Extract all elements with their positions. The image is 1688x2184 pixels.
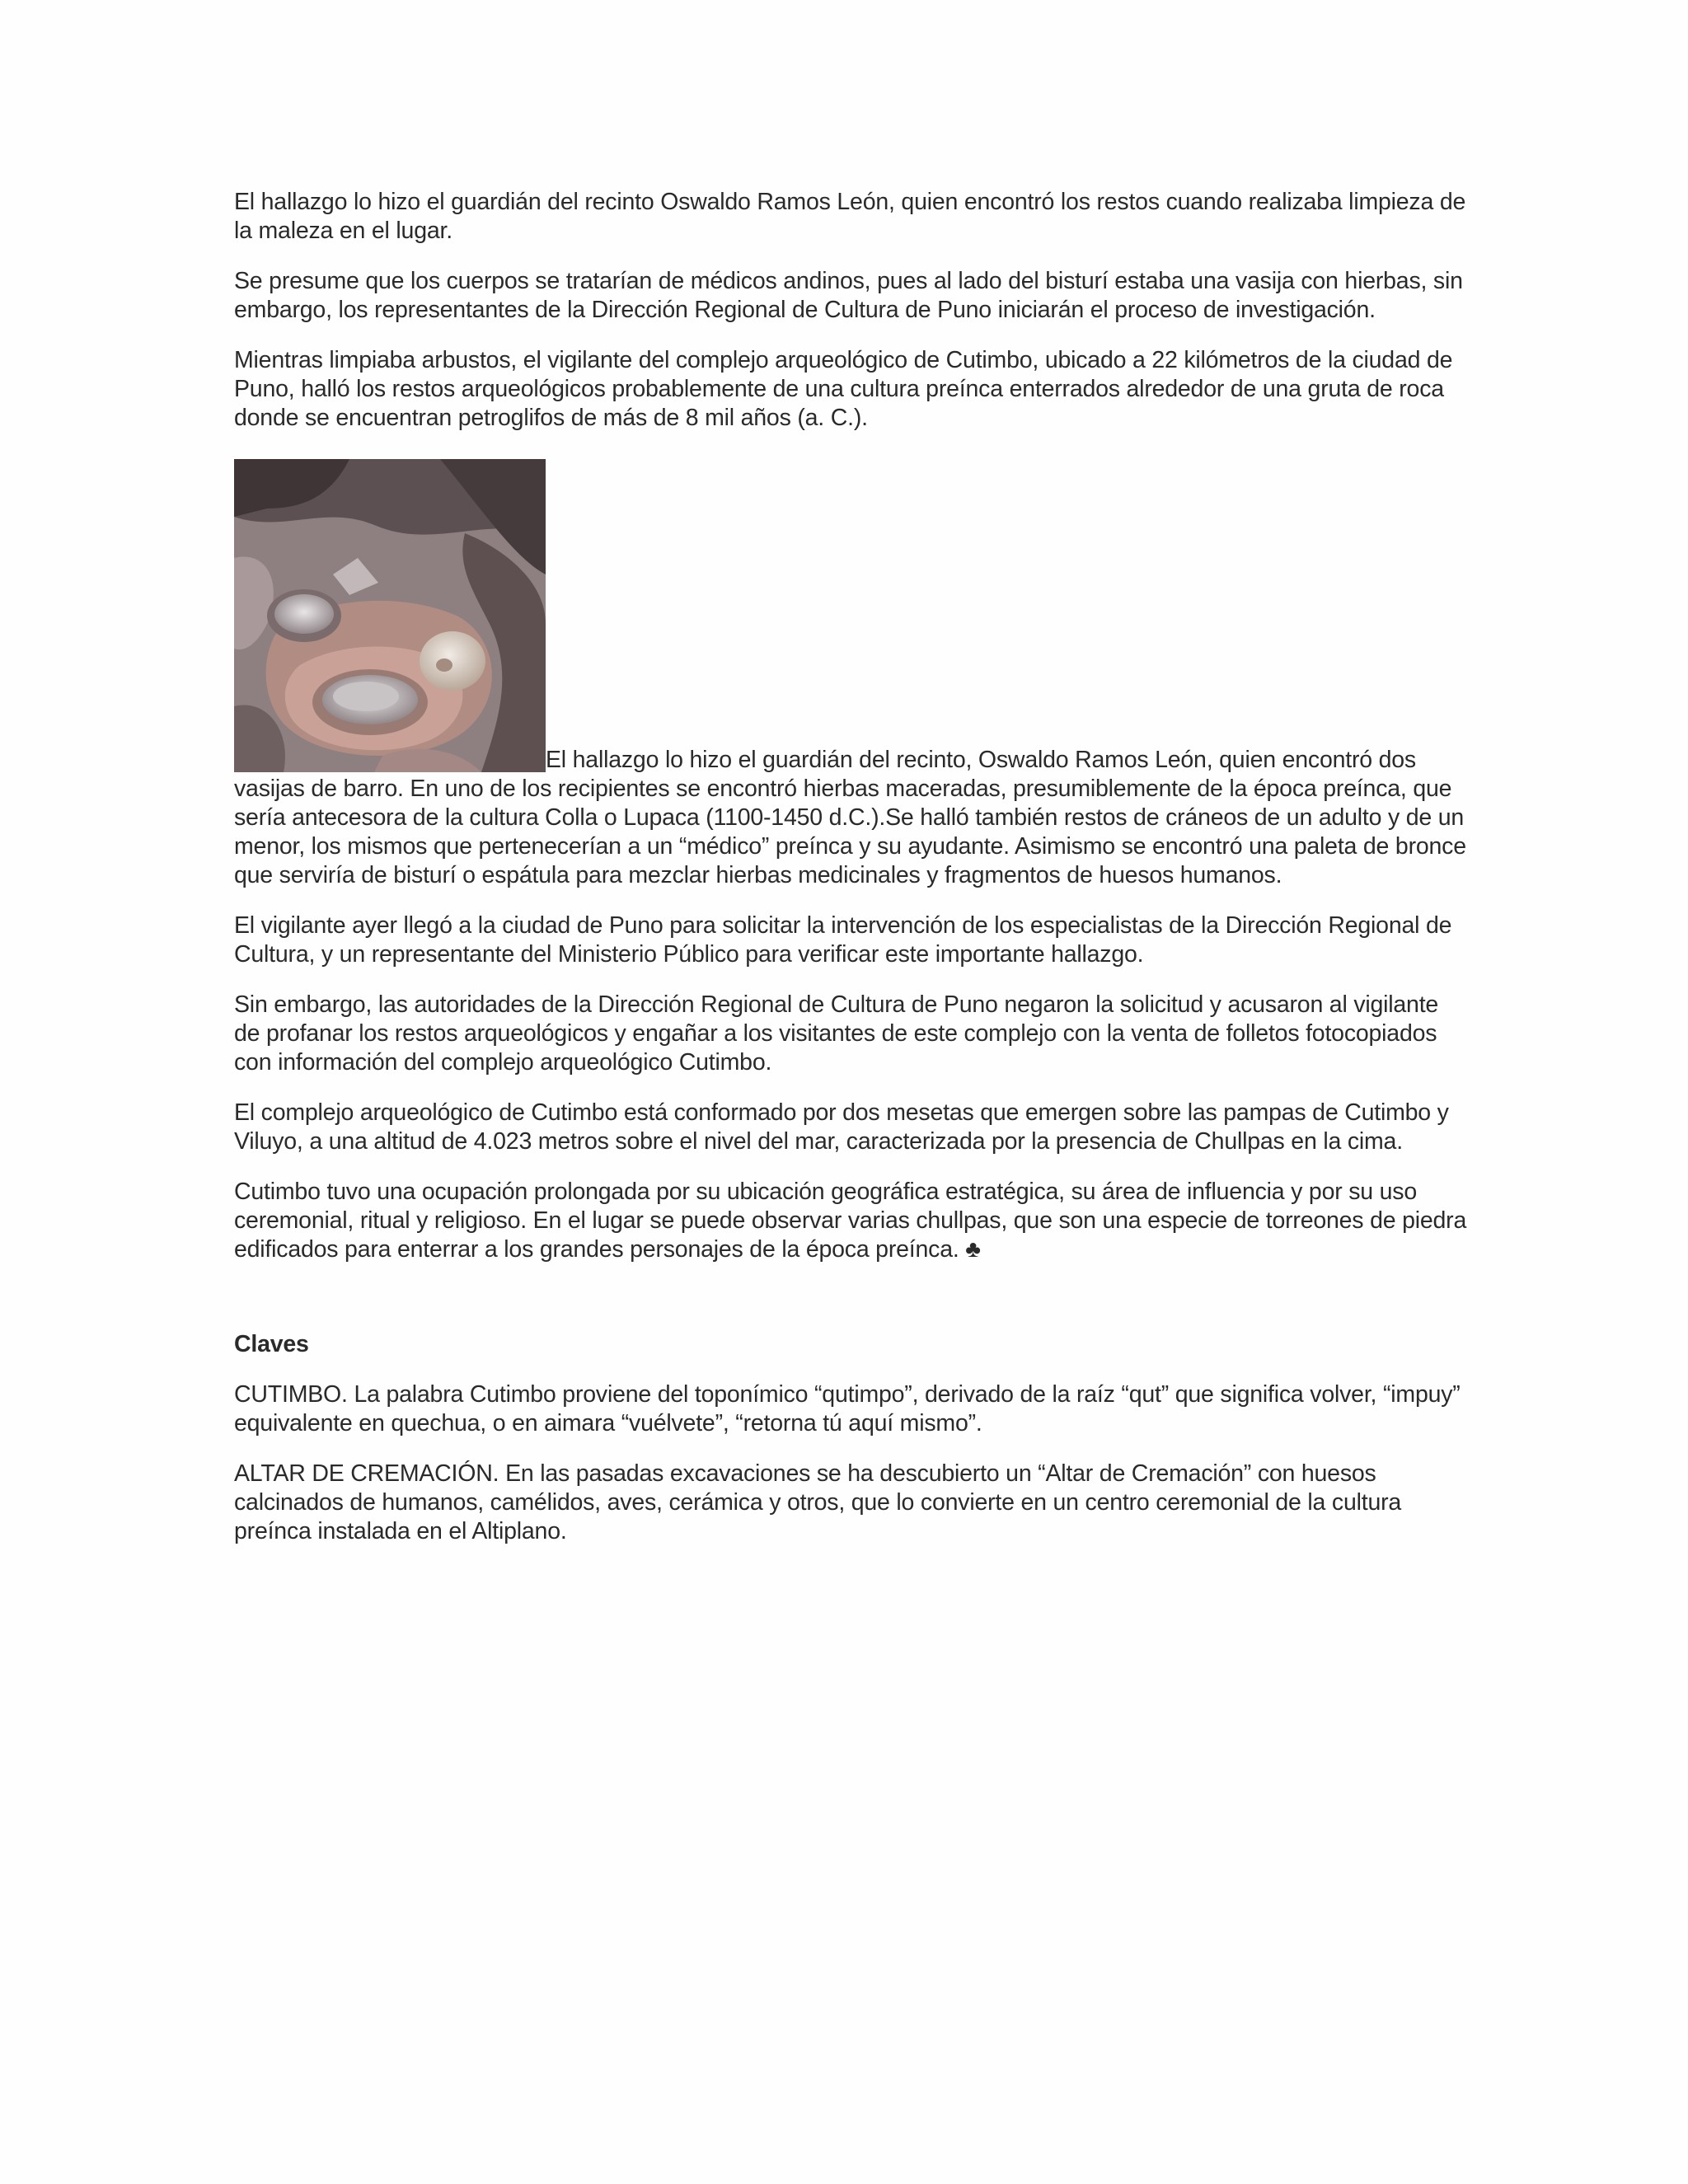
claves-item-cutimbo: CUTIMBO. La palabra Cutimbo proviene del toponímico “qutimpo”, derivado de la raíz “qut” que significa volver, “impuy” equivalente en quechua, o en aimara “vuélvete”, “retorna tú aquí mismo”. bbox=[234, 1381, 1461, 1436]
claves-item-altar: ALTAR DE CREMACIÓN. En las pasadas excavaciones se ha descubierto un “Altar de Cremación” con huesos calcinados de humanos, camélidos, aves, cerámica y otros, que lo convierte en un centro ceremonial de la cultura preínca instalada en el Altiplano. bbox=[234, 1460, 1402, 1544]
archaeological-finds-photo bbox=[234, 459, 546, 772]
paragraph-2: Se presume que los cuerpos se tratarían de médicos andinos, pues al lado del bisturí estaba una vasija con hierbas, sin embargo, los representantes de la Dirección Regional de Cultura de Puno iniciarán el proceso de investigación. bbox=[234, 268, 1463, 323]
paragraph-5: El vigilante ayer llegó a la ciudad de Puno para solicitar la intervención de los especialistas de la Dirección Regional de Cultura, y un representante del Ministerio Público para verificar este importante hallazgo. bbox=[234, 912, 1452, 968]
paragraph-7: El complejo arqueológico de Cutimbo está conformado por dos mesetas que emergen sobre las pampas de Cutimbo y Viluyo, a una altitud de 4.023 metros sobre el nivel del mar, caracterizada por la presencia de Chullpas en la cima. bbox=[234, 1099, 1449, 1155]
article-body bbox=[234, 188, 1470, 1568]
claves-heading: Claves bbox=[234, 1331, 309, 1357]
paragraph-6: Sin embargo, las autoridades de la Dirección Regional de Cultura de Puno negaron la solicitud y acusaron al vigilante de profanar los restos arqueológicos y engañar a los visitantes de este complejo con la venta de folletos fotocopiados con información del complejo arqueológico Cutimbo. bbox=[234, 991, 1439, 1076]
photo-paragraph-text: El hallazgo lo hizo el guardián del recinto, Oswaldo Ramos León, quien encontró dos vasijas de barro. En uno de los recipientes se encontró hierbas maceradas, presumiblemente de la época preínca, que sería antecesora de la cultura Colla o Lupaca (1100-1450 d.C.).Se halló también restos de cráneos de un adulto y de un menor, los mismos que pertenecerían a un “médico” preínca y su ayudante. Asimismo se encontró una paleta de bronce que serviría de bisturí o espátula para mezclar hierbas medicinales y fragmentos de huesos humanos. bbox=[234, 747, 1466, 888]
paragraph-3: Mientras limpiaba arbustos, el vigilante del complejo arqueológico de Cutimbo, ubicado a 22 kilómetros de la ciudad de Puno, halló los restos arqueológicos probablemente de una cultura preínca enterrados alrededor de una gruta de roca donde se encuentran petroglifos de más de 8 mil años (a. C.). bbox=[234, 347, 1453, 431]
paragraph-8: Cutimbo tuvo una ocupación prolongada por su ubicación geográfica estratégica, su área de influencia y por su uso ceremonial, ritual y religioso. En el lugar se puede observar varias chullpas, que son una especie de torreones de piedra edificados para enterrar a los grandes personajes de la época preínca. ♣ bbox=[234, 1179, 1467, 1263]
paragraph-1: El hallazgo lo hizo el guardián del recinto Oswaldo Ramos León, quien encontró los restos cuando realizaba limpieza de la maleza en el lugar. bbox=[234, 189, 1466, 244]
photo-paragraph bbox=[234, 459, 1470, 890]
